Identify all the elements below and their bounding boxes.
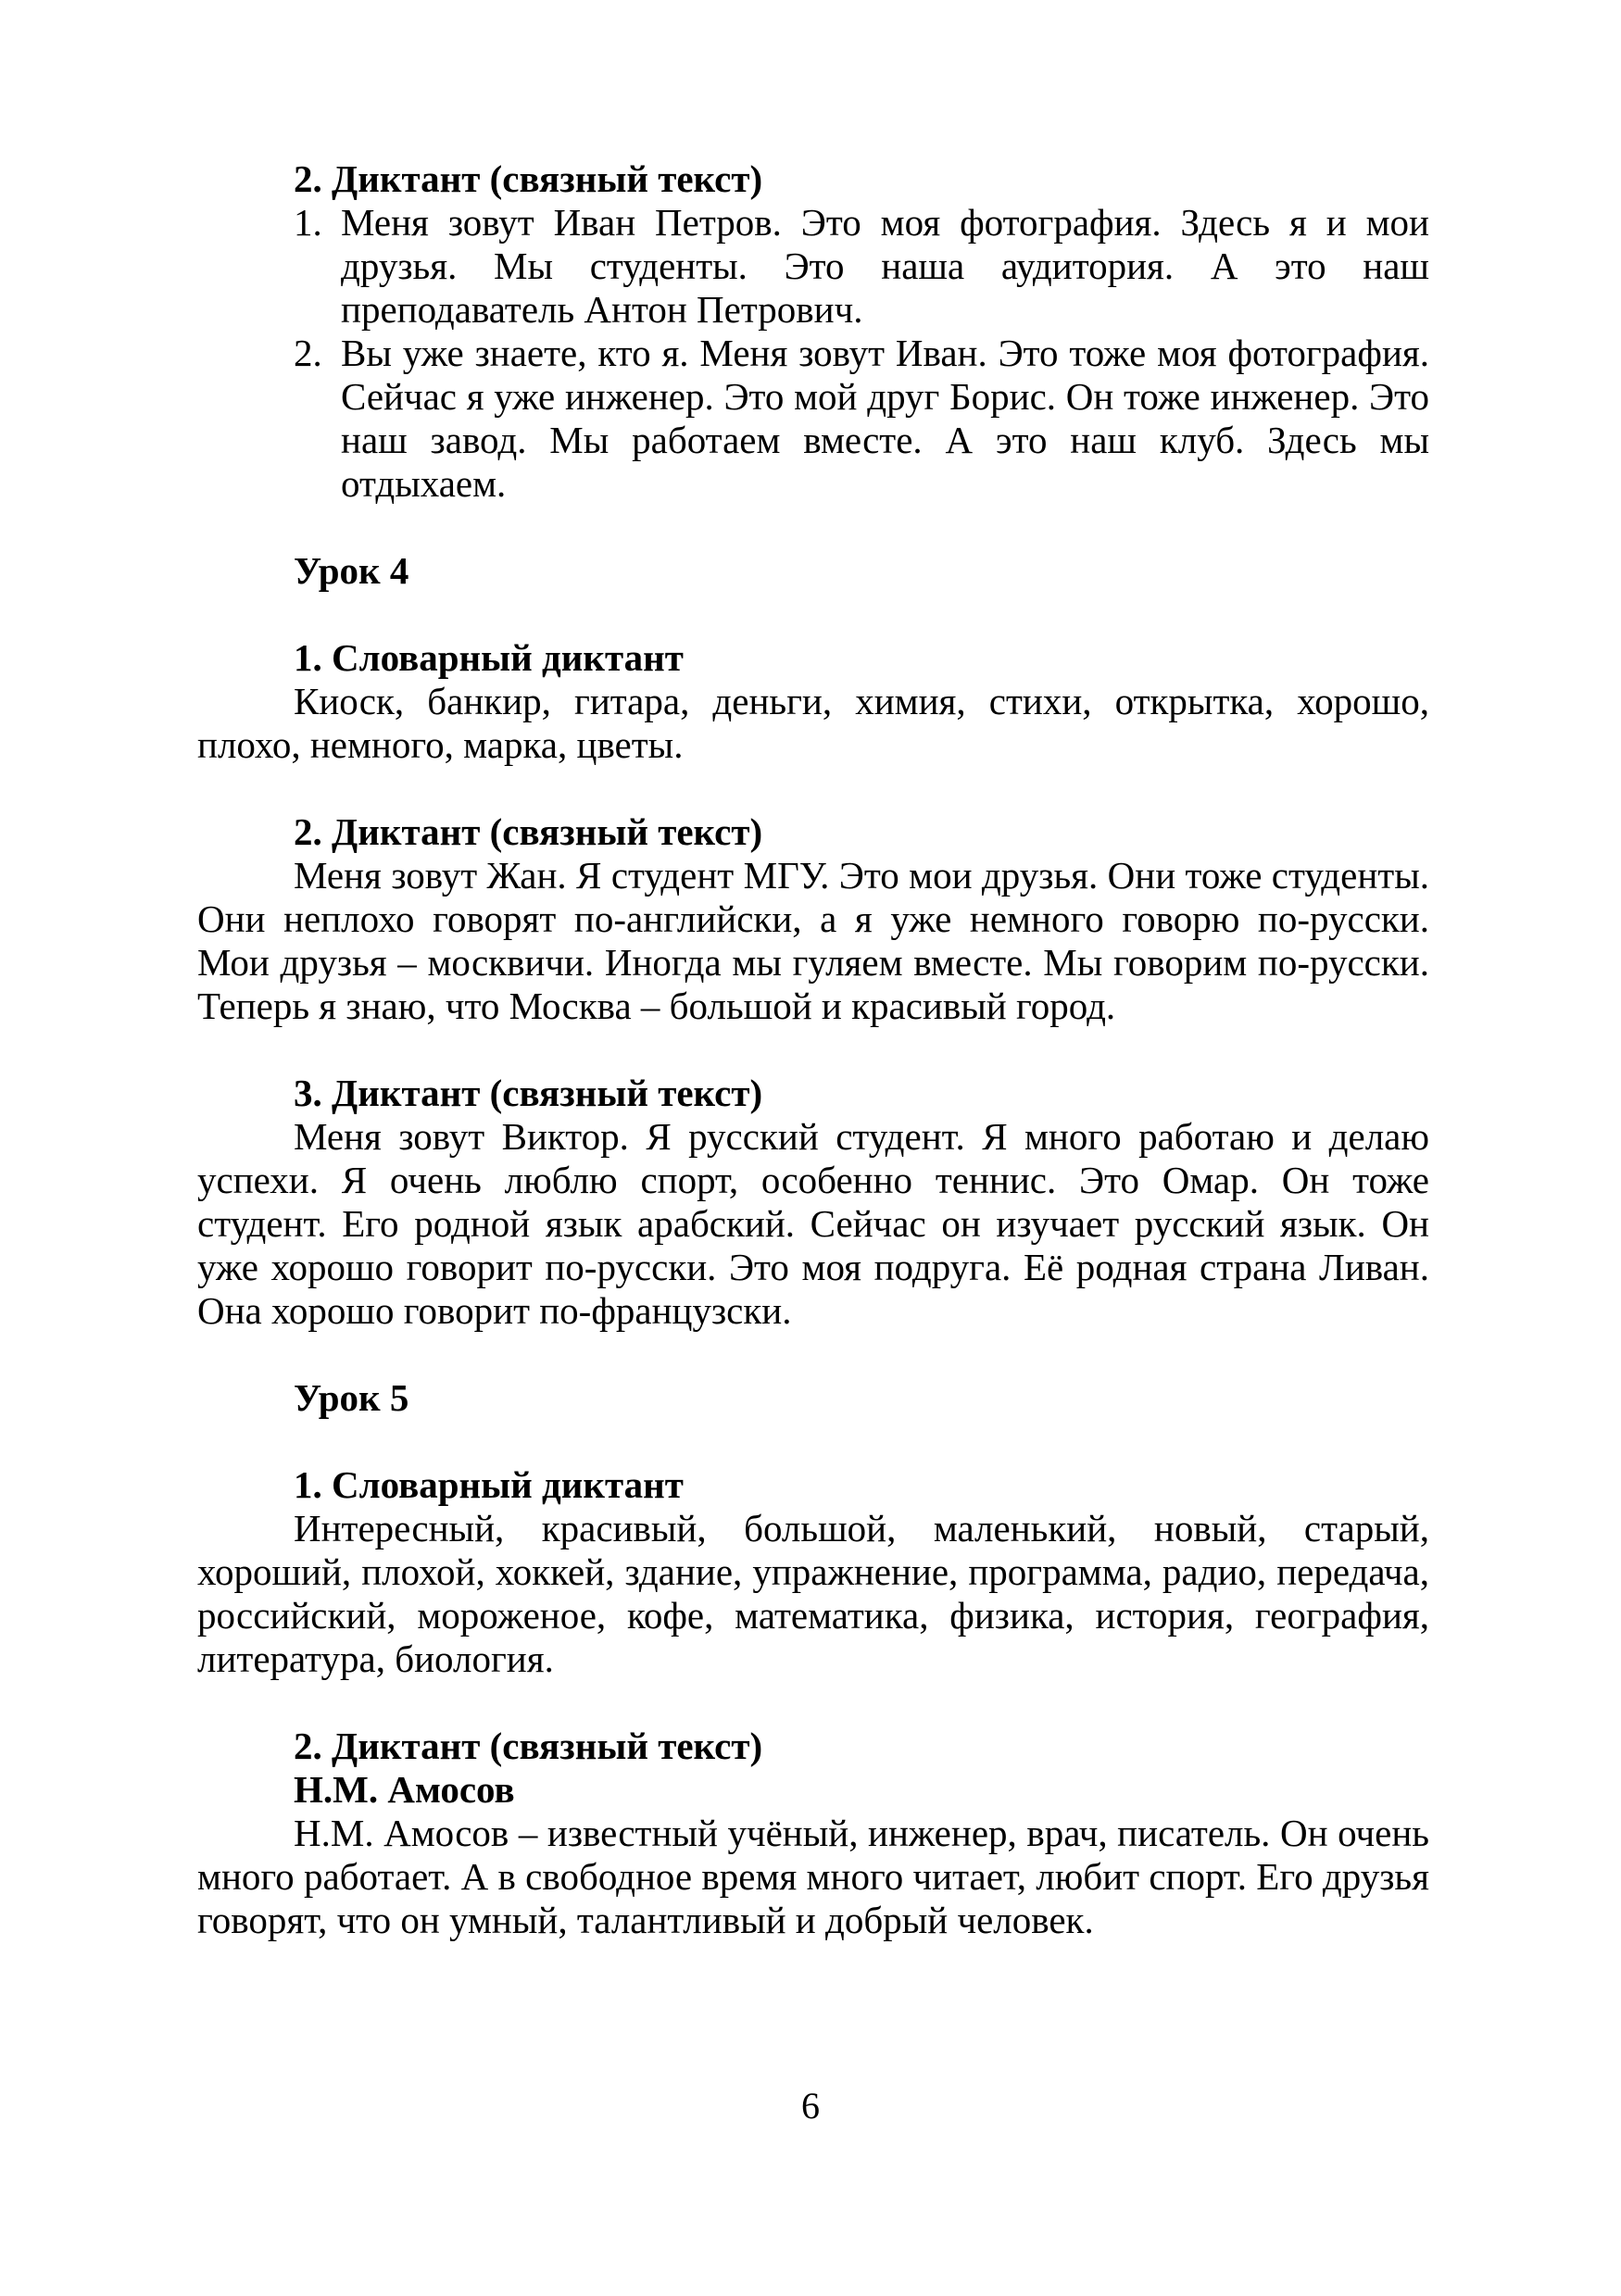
page-number: 6 [801, 2085, 820, 2127]
section-heading: 3. Диктант (связный текст) [294, 1072, 763, 1114]
section-heading: 1. Словарный диктант [294, 1463, 684, 1506]
lesson-title: Урок 5 [294, 1376, 409, 1419]
list-item-text: Вы уже знаете, кто я. Меня зовут Иван. Это тоже моя фотография. Сейчас я уже инженер. Это мой друг Борис. Он тоже инженер. Это наш завод. Мы работаем вместе. А это наш клуб. Здесь мы отдыхаем. [341, 332, 1429, 505]
vocabulary-text: Интересный, красивый, большой, маленький, новый, старый, хороший, плохой, хоккей, здание, упражнение, программа, радио, передача, российский, мороженое, кофе, математика, физика, история, география, литература, биология. [197, 1507, 1429, 1680]
list-item-number: 2. [294, 332, 322, 374]
document-page [197, 157, 1429, 1942]
list-item [197, 332, 1429, 506]
list-item [197, 201, 1429, 332]
vocabulary-text: Киоск, банкир, гитара, деньги, химия, стихи, открытка, хорошо, плохо, немного, марка, цветы. [197, 680, 1429, 766]
list-item-text: Меня зовут Иван Петров. Это моя фотография. Здесь я и мои друзья. Мы студенты. Это наша аудитория. А это наш преподаватель Антон Петрович. [341, 201, 1429, 331]
dictation-text: Меня зовут Виктор. Я русский студент. Я много работаю и делаю успехи. Я очень люблю спорт, особенно теннис. Это Омар. Он тоже студент. Его родной язык арабский. Сейчас он изучает русский язык. Он уже хорошо говорит по-русски. Это моя подруга. Её родная страна Ливан. Она хорошо говорит по-французски. [197, 1115, 1429, 1332]
section-heading: 2. Диктант (связный текст) [294, 157, 763, 200]
numbered-list [197, 201, 1429, 506]
list-item-number: 1. [294, 201, 322, 244]
dictation-text: Н.М. Амосов – известный учёный, инженер, врач, писатель. Он очень много работает. А в свободное время много читает, любит спорт. Его друзья говорят, что он умный, талантливый и добрый человек. [197, 1812, 1429, 1941]
section-heading: 1. Словарный диктант [294, 636, 684, 679]
lesson-title: Урок 4 [294, 549, 409, 592]
dictation-text: Меня зовут Жан. Я студент МГУ. Это мои друзья. Они тоже студенты. Они неплохо говорят по-английски, а я уже немного говорю по-русски. Мои друзья – москвичи. Иногда мы гуляем вместе. Мы говорим по-русски. Теперь я знаю, что Москва – большой и красивый город. [197, 854, 1429, 1027]
section-subheading: Н.М. Амосов [294, 1768, 515, 1811]
section-heading: 2. Диктант (связный текст) [294, 810, 763, 853]
section-heading: 2. Диктант (связный текст) [294, 1725, 763, 1767]
